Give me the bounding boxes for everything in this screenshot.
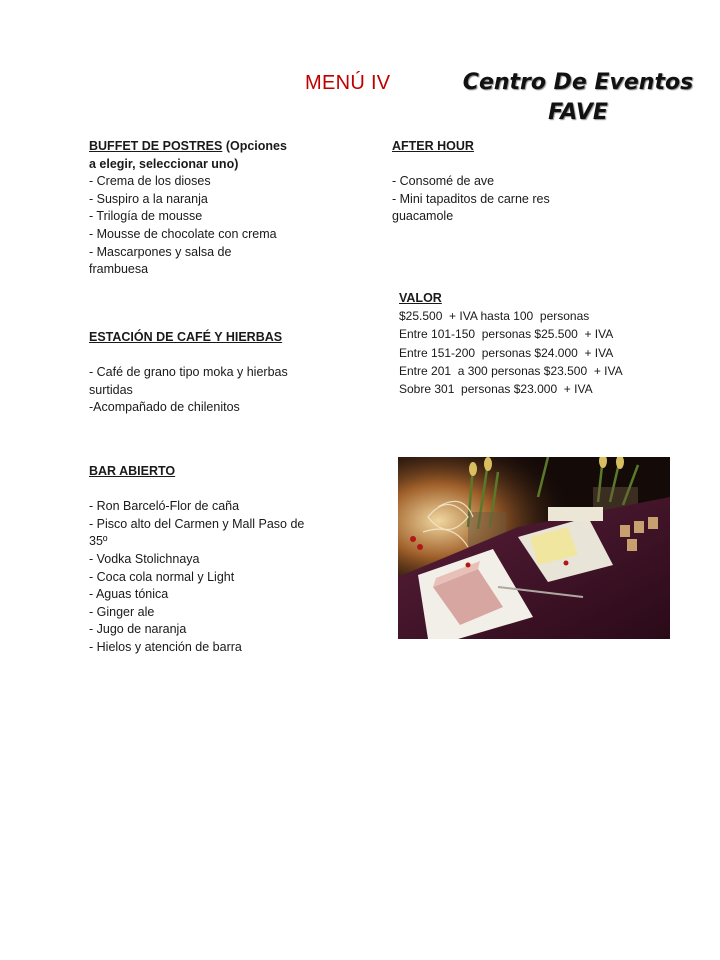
price-section: [399, 289, 669, 398]
price-line: Entre 101-150 personas $25.500 + IVA: [399, 327, 614, 342]
after-hour-title: AFTER HOUR: [392, 139, 474, 153]
list-item: surtidas: [89, 382, 133, 397]
menu-title: MENÚ IV: [305, 72, 391, 94]
list-item: - Consomé de ave: [392, 174, 495, 189]
list-item: - Mousse de chocolate con crema: [89, 226, 277, 241]
buffet-title: BUFFET DE POSTRES: [89, 139, 223, 153]
list-item: -Acompañado de chilenitos: [89, 400, 240, 415]
price-title: VALOR: [399, 291, 442, 305]
price-line: Entre 151-200 personas $24.000 + IVA: [399, 345, 614, 360]
spacer: [392, 156, 622, 174]
list-item: - Café de grano tipo moka y hierbas: [89, 365, 288, 380]
list-item: - Ginger ale: [89, 604, 155, 619]
cafe-title: ESTACIÓN DE CAFÉ Y HIERBAS: [89, 330, 283, 344]
list-item: - Mascarpones y salsa de: [89, 244, 232, 259]
list-item: - Trilogía de mousse: [89, 209, 203, 224]
list-item: - Mini tapaditos de carne res: [392, 191, 550, 206]
list-item: - Coca cola normal y Light: [89, 569, 235, 584]
brand-line-2: FAVE: [548, 100, 608, 125]
list-item: - Vodka Stolichnaya: [89, 551, 200, 566]
buffet-title-note: (Opciones: [222, 139, 287, 153]
price-line: Entre 201 a 300 personas $23.500 + IVA: [399, 363, 623, 378]
price-line: $25.500 + IVA hasta 100 personas: [399, 309, 590, 324]
spacer: [89, 347, 329, 365]
buffet-subtitle: a elegir, seleccionar uno): [89, 156, 239, 171]
buffet-section: [89, 138, 329, 279]
list-item: - Pisco alto del Carmen y Mall Paso de: [89, 516, 305, 531]
list-item: 35º: [89, 534, 108, 549]
cafe-section: [89, 329, 329, 417]
list-item: - Ron Barceló-Flor de caña: [89, 499, 240, 514]
dessert-buffet-illustration: [398, 457, 670, 639]
after-hour-section: [392, 138, 622, 226]
list-item: frambuesa: [89, 262, 149, 277]
brand-line-1: Centro De Eventos: [462, 70, 694, 95]
list-item: - Crema de los dioses: [89, 174, 211, 189]
spacer: [89, 481, 339, 499]
list-item: - Suspiro a la naranja: [89, 191, 208, 206]
dessert-buffet-photo: [398, 457, 670, 639]
list-item: - Hielos y atención de barra: [89, 639, 242, 654]
list-item: guacamole: [392, 209, 454, 224]
bar-title: BAR ABIERTO: [89, 464, 176, 478]
brand-logo-text: [462, 68, 694, 128]
price-line: Sobre 301 personas $23.000 + IVA: [399, 382, 593, 397]
list-item: - Aguas tónica: [89, 587, 169, 602]
bar-section: [89, 463, 339, 657]
list-item: - Jugo de naranja: [89, 622, 187, 637]
